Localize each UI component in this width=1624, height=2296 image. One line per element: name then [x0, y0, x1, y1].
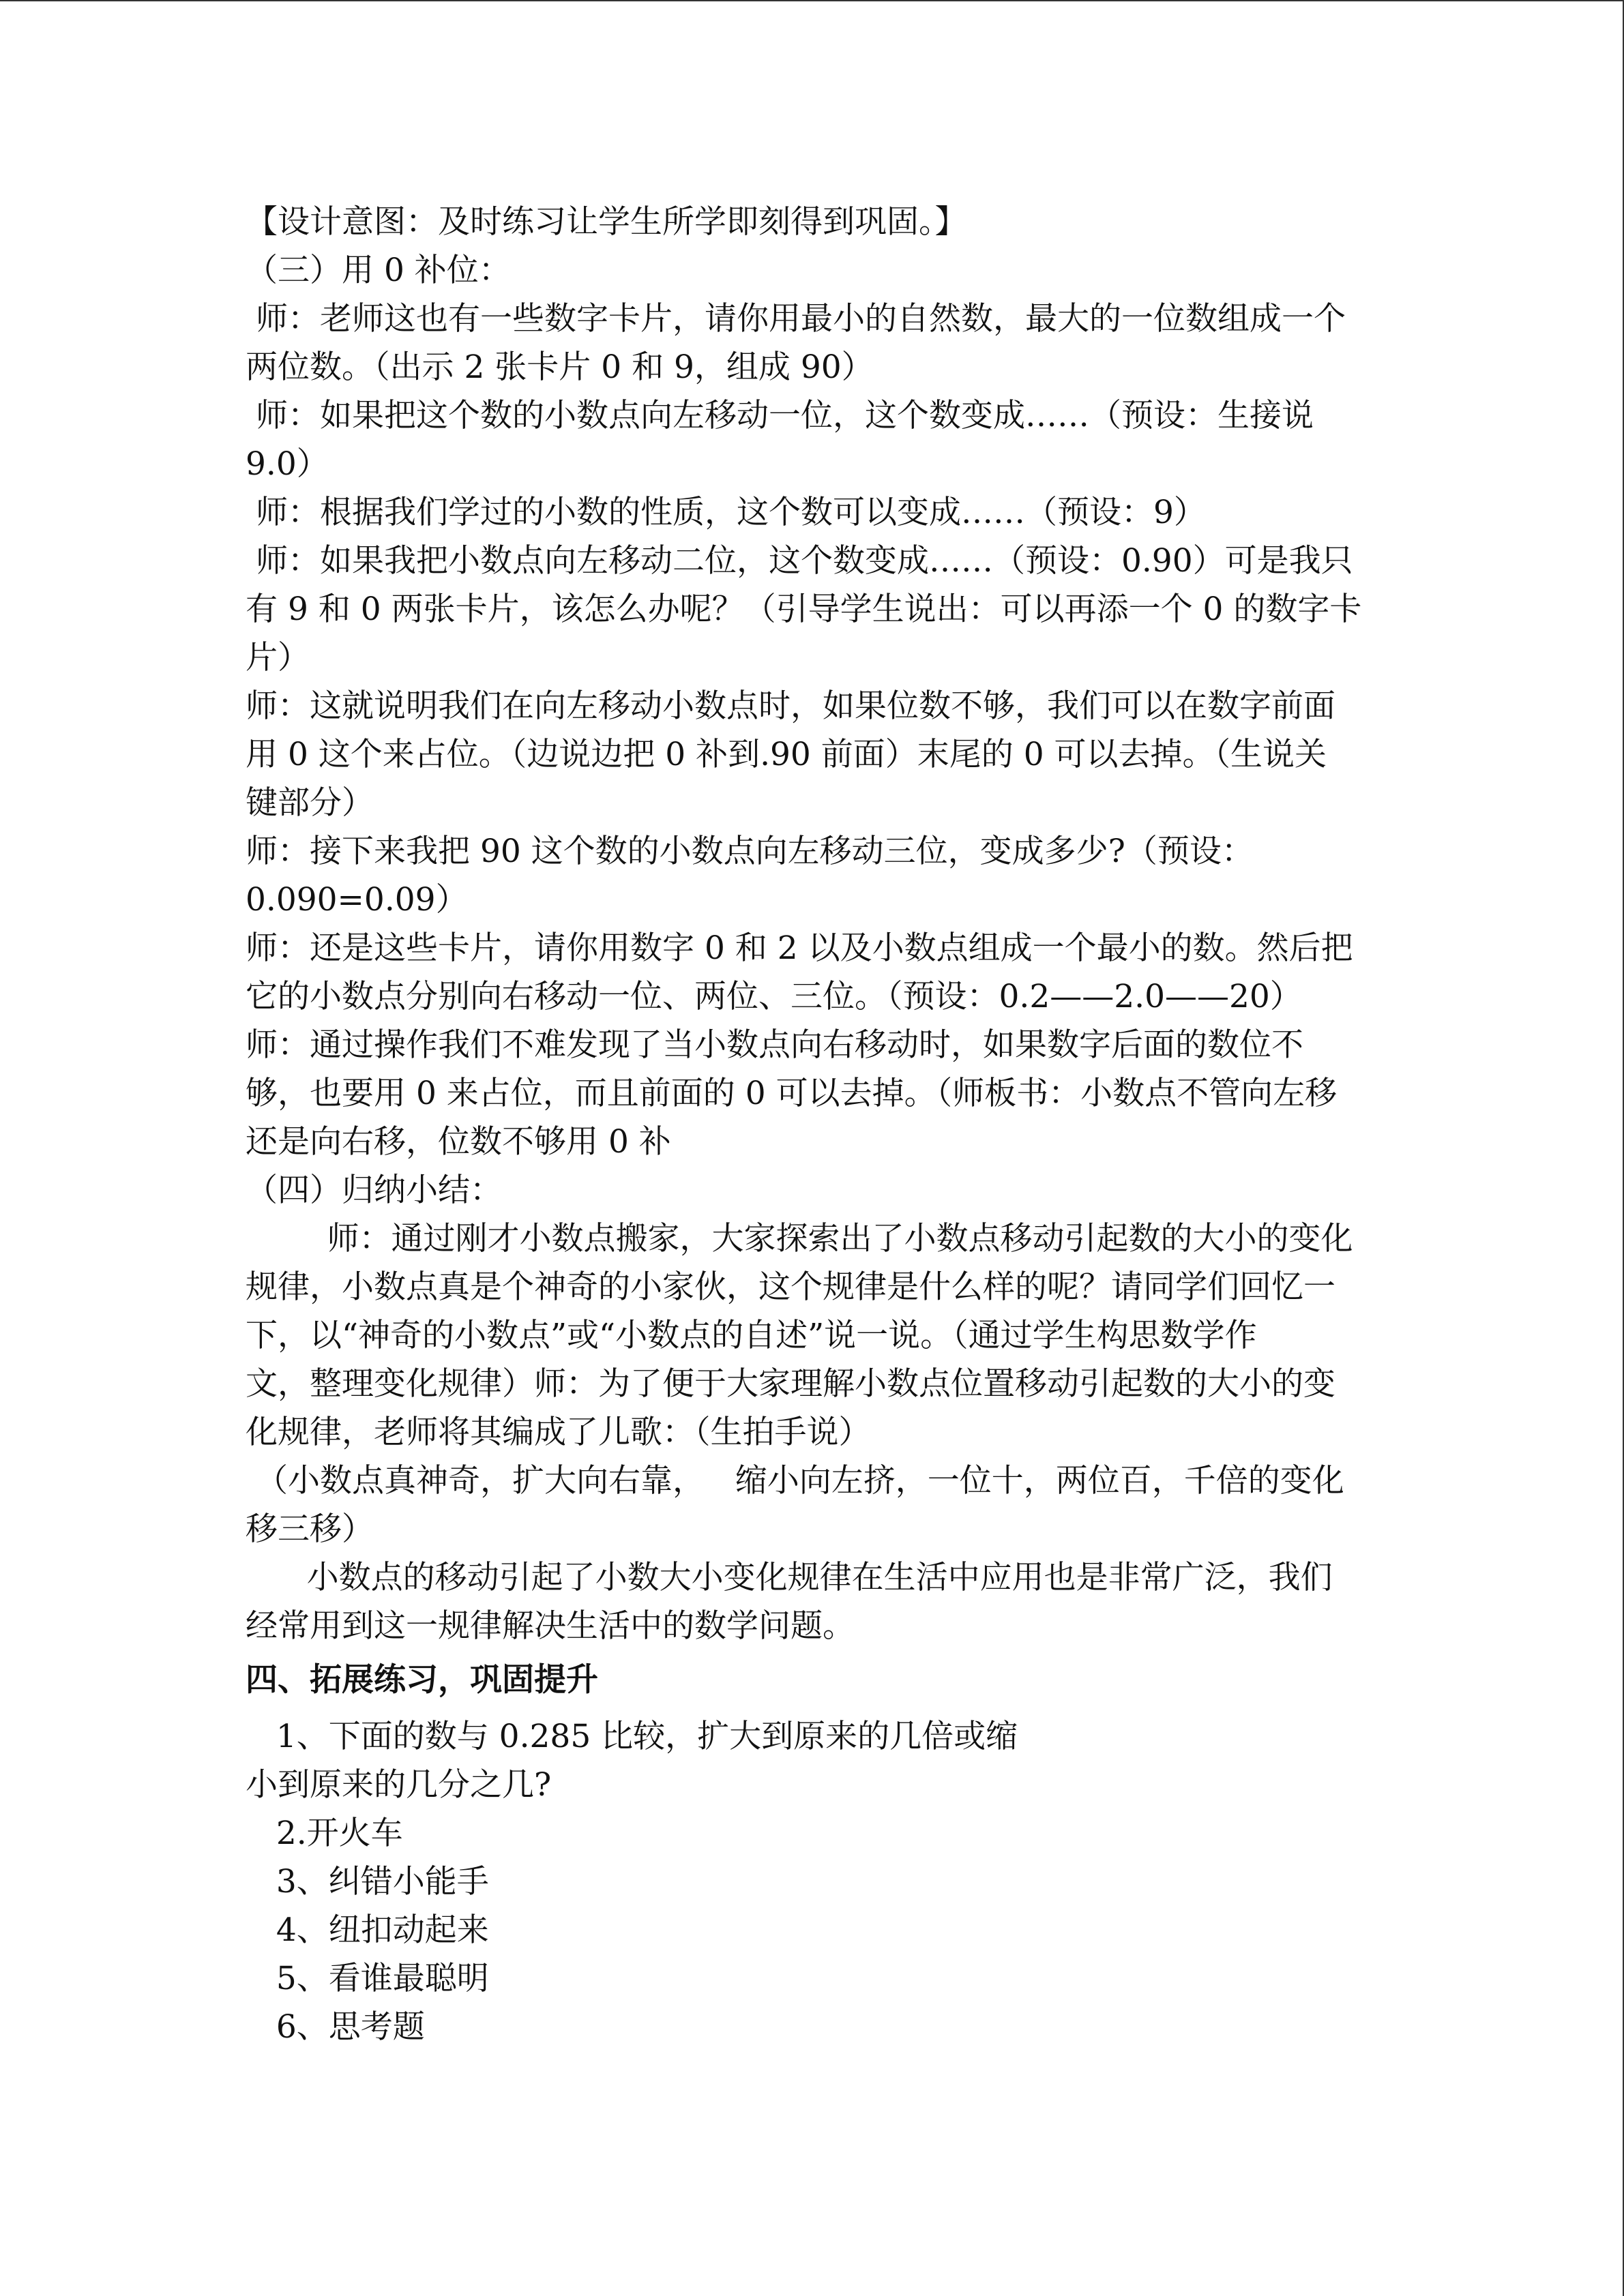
paragraph-line: 它的小数点分别向右移动一位、两位、三位。（预设：0.2——2.0——20）: [246, 978, 1302, 1015]
paragraph-line: 片）: [246, 639, 310, 676]
design-intent-note: 【设计意图：及时练习让学生所学即刻得到巩固。】: [246, 203, 967, 241]
paragraph-line: 0.090=0.09）: [246, 881, 468, 919]
paragraph-line: 有 9 和 0 两张卡片，该怎么办呢？（引导学生说出：可以再添一个 0 的数字卡: [246, 591, 1362, 628]
paragraph-line: 师：通过刚才小数点搬家，大家探索出了小数点移动引起数的大小的变化: [246, 1220, 1353, 1257]
paragraph-line: 师：接下来我把 90 这个数的小数点向左移动三位，变成多少?（预设：: [246, 833, 1254, 870]
paragraph-line: 师：还是这些卡片，请你用数字 0 和 2 以及小数点组成一个最小的数。然后把: [246, 929, 1353, 967]
paragraph-line: 师：如果把这个数的小数点向左移动一位，这个数变成……（预设：生接说: [246, 397, 1314, 434]
paragraph-line: 键部分）: [246, 784, 374, 822]
section-title-summary: （四）归纳小结：: [246, 1172, 502, 1209]
paragraph-line: 师：如果我把小数点向左移动二位，这个数变成……（预设：0.90）可是我只: [246, 542, 1353, 580]
section-title-zero-padding: （三）用 0 补位：: [246, 252, 511, 289]
rhyme-line: 移三移）: [246, 1510, 374, 1548]
exercise-item: 5、看谁最聪明: [246, 1960, 489, 1997]
paragraph-line: 9.0）: [246, 445, 329, 483]
exercise-item: 6、思考题: [246, 2008, 425, 2046]
exercise-item: 2.开火车: [246, 1815, 403, 1852]
paragraph-line: 师：根据我们学过的小数的性质，这个数可以变成……（预设：9）: [246, 494, 1206, 531]
rhyme-line: （小数点真神奇，扩大向右靠， 缩小向左挤，一位十，两位百，千倍的变化: [246, 1462, 1344, 1500]
document-body: [246, 198, 1385, 2051]
paragraph-line: 文，整理变化规律）师：为了便于大家理解小数点位置移动引起数的大小的变: [246, 1365, 1335, 1403]
paragraph-line: 师：这就说明我们在向左移动小数点时，如果位数不够，我们可以在数字前面: [246, 687, 1335, 725]
exercise-item: 3、纠错小能手: [246, 1863, 489, 1900]
paragraph-line: 小数点的移动引起了小数大小变化规律在生活中应用也是非常广泛，我们: [246, 1559, 1333, 1596]
exercise-item: 1、下面的数与 0.285 比较，扩大到原来的几倍或缩: [246, 1718, 1018, 1755]
paragraph-line: 化规律，老师将其编成了儿歌：（生拍手说）: [246, 1414, 871, 1451]
exercise-item: 4、纽扣动起来: [246, 1911, 489, 1949]
paragraph-line: 师：通过操作我们不难发现了当小数点向右移动时，如果数字后面的数位不: [246, 1026, 1303, 1064]
paragraph-line: 够，也要用 0 来占位，而且前面的 0 可以去掉。（师板书：小数点不管向左移: [246, 1075, 1338, 1112]
paragraph-line: 两位数。（出示 2 张卡片 0 和 9，组成 90）: [246, 348, 874, 386]
paragraph-line: 还是向右移，位数不够用 0 补: [246, 1123, 671, 1161]
exercise-item: 小到原来的几分之几?: [246, 1766, 552, 1804]
paragraph-line: 规律，小数点真是个神奇的小家伙，这个规律是什么样的呢？请同学们回忆一: [246, 1268, 1335, 1306]
section-heading-extension: 四、拓展练习，巩固提升: [246, 1661, 598, 1699]
paragraph-line: 下，以“神奇的小数点”或“小数点的自述”说一说。（通过学生构思数学作: [246, 1317, 1257, 1354]
paragraph-line: 经常用到这一规律解决生活中的数学问题。: [246, 1607, 855, 1645]
paragraph-line: 师：老师这也有一些数字卡片，请你用最小的自然数，最大的一位数组成一个: [246, 300, 1346, 338]
paragraph-line: 用 0 这个来占位。（边说边把 0 补到.90 前面）末尾的 0 可以去掉。（生说关: [246, 736, 1327, 773]
